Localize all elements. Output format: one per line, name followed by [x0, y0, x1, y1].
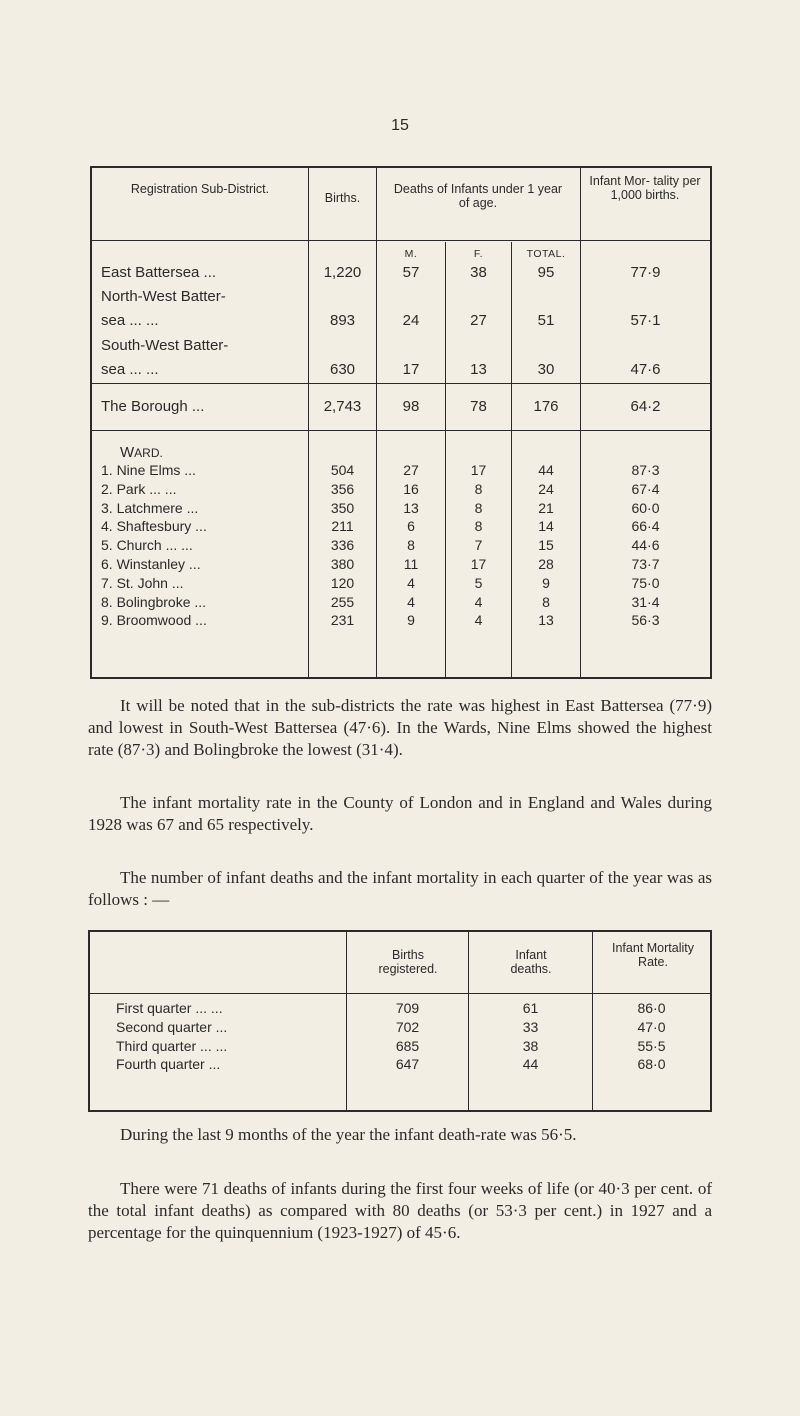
district-name-cont: sea ... ...	[101, 312, 159, 329]
quarter-deaths: 33	[522, 1018, 539, 1035]
ward-f: 17	[470, 462, 487, 478]
paragraph-death-rate: During the last 9 months of the year the infant death-rate was 56·5.	[120, 1125, 577, 1144]
district-total: 30	[537, 361, 555, 378]
ward-total: 13	[538, 612, 554, 629]
header-births: Births.	[324, 191, 361, 205]
district-births: 630	[329, 361, 356, 378]
district-name-cont: sea ... ...	[101, 361, 159, 378]
ward-name: 6. Winstanley ...	[101, 556, 201, 572]
ward-heading-rest: ARD.	[134, 446, 163, 460]
ward-heading-initial: W	[120, 444, 135, 461]
header-mortality-rate: Infant Mortality Rate.	[612, 941, 694, 969]
ward-name: 5. Church ... ...	[101, 537, 193, 554]
ward-f: 4	[474, 612, 483, 629]
header-district: Registration Sub-District.	[130, 182, 270, 196]
ward-m: 9	[407, 612, 415, 629]
ward-births: 255	[330, 593, 355, 610]
quarter-rate: 86·0	[637, 1000, 666, 1016]
quarter-name: Fourth quarter ...	[116, 1056, 221, 1073]
ward-rate: 31·4	[631, 593, 660, 610]
borough-total: 176	[533, 398, 559, 415]
ward-m: 4	[407, 593, 415, 610]
borough-rate: 64·2	[630, 398, 661, 415]
ward-name: 4. Shaftesbury ...	[101, 518, 207, 535]
ward-rate: 67·4	[631, 480, 660, 497]
district-name: North-West Batter-	[101, 288, 226, 305]
quarter-births: 647	[395, 1056, 420, 1073]
section-rule	[92, 430, 710, 431]
quarter-name: Second quarter ...	[116, 1018, 228, 1035]
ward-total: 9	[542, 574, 550, 591]
district-total: 51	[537, 312, 555, 329]
ward-name: 2. Park ... ...	[101, 480, 177, 497]
ward-name: 8. Bolingbroke ...	[101, 593, 207, 610]
quarter-deaths: 44	[522, 1056, 539, 1073]
page-number: 15	[391, 117, 409, 134]
ward-births: 350	[330, 499, 355, 516]
district-name: South-West Batter-	[101, 337, 229, 354]
ward-m: 8	[407, 537, 415, 554]
ward-f: 7	[474, 537, 483, 554]
district-rate: 77·9	[630, 264, 661, 281]
ward-m: 13	[403, 499, 419, 516]
quarter-name: Third quarter ... ...	[116, 1037, 228, 1054]
ward-m: 4	[407, 574, 415, 591]
subheader-f: F.	[473, 248, 484, 260]
ward-births: 380	[330, 556, 355, 572]
ward-heading	[120, 444, 163, 461]
ward-name: 7. St. John ...	[101, 574, 184, 591]
district-m: 57	[402, 264, 420, 281]
district-name: East Battersea ...	[101, 264, 217, 281]
ward-f: 4	[474, 593, 483, 610]
district-births: 893	[329, 312, 356, 329]
header-mortality: Infant Mor- tality per 1,000 births.	[589, 174, 701, 202]
borough-name: The Borough ...	[101, 398, 205, 415]
quarter-rate: 55·5	[637, 1037, 666, 1054]
district-births: 1,220	[323, 264, 362, 281]
ward-rate: 60·0	[631, 499, 660, 516]
ward-births: 120	[330, 574, 355, 591]
district-f: 13	[470, 361, 487, 378]
paragraph-quarters-intro: The number of infant deaths and the infant mortality in each quarter of the year was as follows : —	[88, 868, 712, 909]
district-f: 27	[470, 312, 487, 329]
quarter-rate: 47·0	[637, 1018, 666, 1035]
ward-births: 336	[330, 537, 355, 554]
borough-births: 2,743	[323, 398, 362, 415]
borough-f: 78	[470, 398, 487, 415]
district-m: 24	[402, 312, 420, 329]
quarter-deaths: 38	[522, 1037, 539, 1054]
header-rule	[92, 240, 710, 241]
ward-births: 356	[330, 480, 355, 497]
ward-total: 44	[538, 462, 554, 478]
subheader-m: M.	[404, 248, 418, 260]
ward-total: 14	[538, 518, 554, 535]
ward-f: 5	[474, 574, 483, 591]
ward-rate: 66·4	[631, 518, 660, 535]
ward-total: 28	[538, 556, 554, 572]
ward-total: 15	[538, 537, 554, 554]
ward-f: 8	[474, 480, 483, 497]
ward-m: 6	[407, 518, 415, 535]
quarter-rate: 68·0	[637, 1056, 666, 1073]
ward-name: 9. Broomwood ...	[101, 612, 207, 629]
district-total: 95	[537, 264, 555, 281]
ward-total: 8	[542, 593, 550, 610]
ward-births: 504	[330, 462, 355, 478]
paragraph-first-weeks: There were 71 deaths of infants during the first four weeks of life (or 40·3 per cent. of the total infant deaths) as compared with 80 deaths (or 53·3 per cent.) in 1927 and a percentage for the quinquennium (1923-1927) of 45·6.	[88, 1179, 712, 1242]
ward-total: 21	[538, 499, 554, 516]
ward-name: 3. Latchmere ...	[101, 499, 199, 516]
borough-m: 98	[402, 398, 420, 415]
ward-f: 8	[474, 518, 483, 535]
ward-births: 211	[331, 518, 354, 535]
district-mortality-table	[90, 166, 712, 679]
ward-m: 27	[403, 462, 419, 478]
quarter-births: 685	[395, 1037, 420, 1054]
ward-rate: 73·7	[631, 556, 660, 572]
ward-m: 16	[403, 480, 419, 497]
ward-rate: 75·0	[631, 574, 660, 591]
header-infant-deaths: Infant deaths.	[510, 948, 552, 976]
ward-rate: 44·6	[631, 537, 660, 554]
quarter-births: 702	[395, 1018, 420, 1035]
district-f: 38	[470, 264, 487, 281]
district-rate: 47·6	[630, 361, 661, 378]
subheader-total: TOTAL.	[526, 248, 566, 260]
quarter-births: 709	[395, 1000, 420, 1016]
ward-rate: 56·3	[631, 612, 660, 629]
section-rule	[92, 383, 710, 384]
paragraph-london: The infant mortality rate in the County of London and in England and Wales during 1928 was 67 and 65 respectively.	[88, 793, 712, 834]
ward-total: 24	[538, 480, 554, 497]
ward-f: 17	[470, 556, 487, 572]
quarter-name: First quarter ... ...	[116, 1000, 223, 1016]
header-deaths: Deaths of Infants under 1 year of age.	[393, 182, 563, 210]
ward-name: 1. Nine Elms ...	[101, 462, 196, 478]
header-births-registered: Births registered.	[378, 948, 438, 976]
ward-births: 231	[330, 612, 355, 629]
quarterly-table	[88, 930, 712, 1112]
ward-f: 8	[474, 499, 483, 516]
paragraph-rates: It will be noted that in the sub-districts the rate was highest in East Battersea (77·9) and lowest in South-West Battersea (47·6). In the Wards, Nine Elms showed the highest rate (87·3) and Bolingbroke the lowest (31·4).	[88, 696, 712, 759]
header-rule	[90, 993, 710, 994]
ward-m: 11	[403, 556, 419, 572]
quarter-deaths: 61	[522, 1000, 539, 1016]
district-rate: 57·1	[630, 312, 661, 329]
ward-rate: 87·3	[631, 462, 660, 478]
district-m: 17	[402, 361, 420, 378]
